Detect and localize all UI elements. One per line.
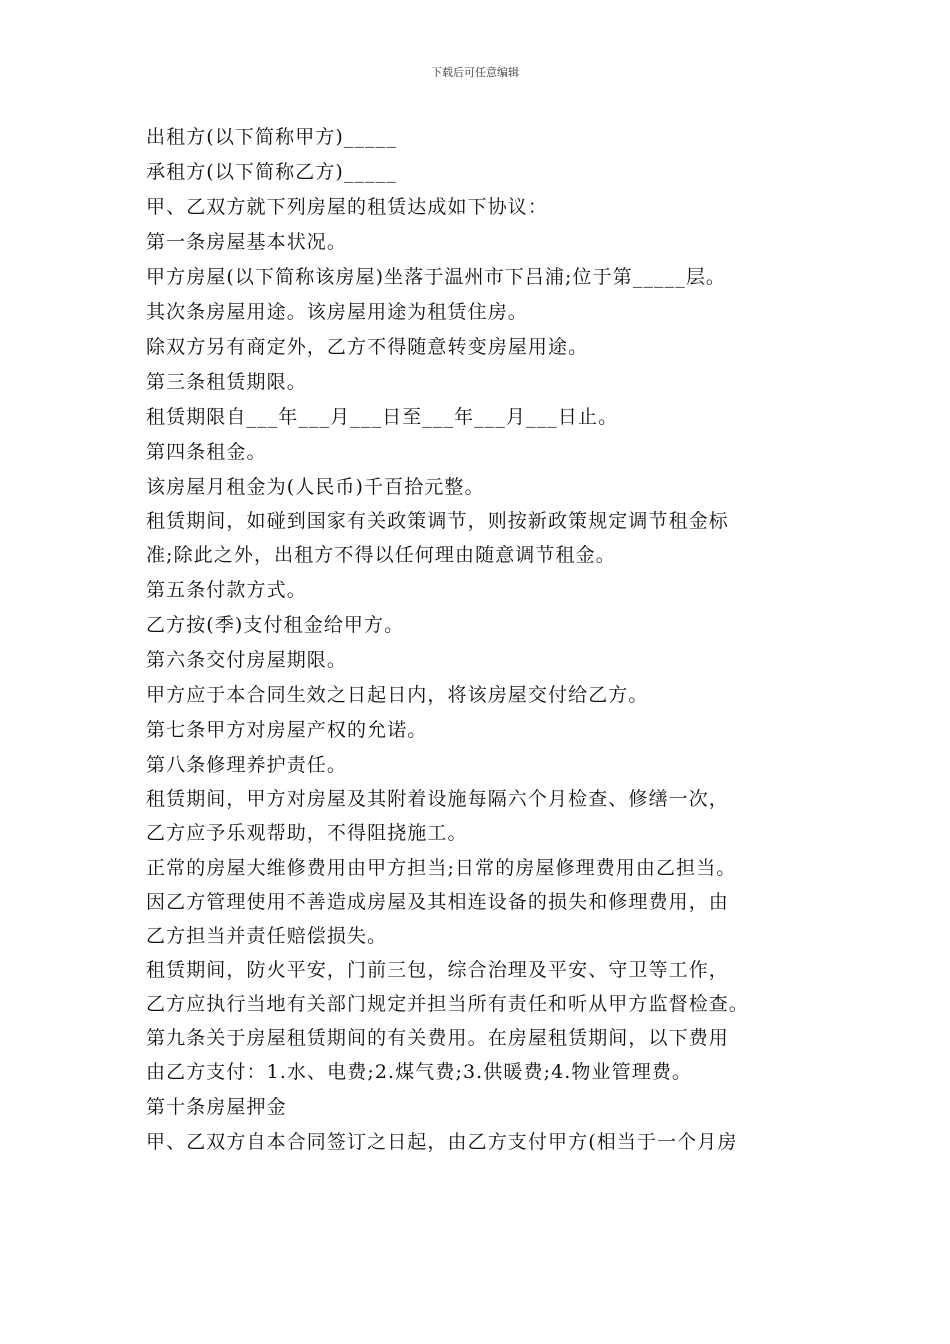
text-line: 甲、乙双方就下列房屋的租赁达成如下协议： xyxy=(146,196,549,218)
text-line: 乙方应予乐观帮助，不得阻挠施工。 xyxy=(146,822,468,844)
text-line: 第八条修理养护责任。 xyxy=(146,754,348,776)
page-header: 下载后可任意编辑 xyxy=(431,66,519,79)
text-line: 第五条付款方式。 xyxy=(146,579,307,601)
text-line: 第三条租赁期限。 xyxy=(146,371,307,393)
text-line: 正常的房屋大维修费用由甲方担当;日常的房屋修理费用由乙担当。 xyxy=(146,857,737,879)
text-line: 出租方(以下简称甲方)_____ xyxy=(146,126,397,148)
text-line: 由乙方支付：1.水、电费;2.煤气费;3.供暖费;4.物业管理费。 xyxy=(146,1061,693,1083)
text-line: 租赁期间，甲方对房屋及其附着设施每隔六个月检查、修缮一次， xyxy=(146,788,729,810)
text-line: 准;除此之外，出租方不得以任何理由随意调节租金。 xyxy=(146,544,616,566)
text-line: 除双方另有商定外，乙方不得随意转变房屋用途。 xyxy=(146,336,589,358)
text-line: 第一条房屋基本状况。 xyxy=(146,231,348,253)
text-line: 第十条房屋押金 xyxy=(146,1096,287,1118)
text-line: 甲方应于本合同生效之日起日内，将该房屋交付给乙方。 xyxy=(146,684,649,706)
text-line: 租赁期限自___年___月___日至___年___月___日止。 xyxy=(146,406,619,428)
text-line: 甲、乙双方自本合同签订之日起，由乙方支付甲方(相当于一个月房 xyxy=(146,1131,738,1153)
document-body xyxy=(146,120,818,1160)
text-line: 第九条关于房屋租赁期间的有关费用。在房屋租赁期间，以下费用 xyxy=(146,1027,729,1049)
text-line: 因乙方管理使用不善造成房屋及其相连设备的损失和修理费用，由 xyxy=(146,891,729,913)
text-line: 第四条租金。 xyxy=(146,441,267,463)
text-line: 第六条交付房屋期限。 xyxy=(146,649,348,671)
text-line: 该房屋月租金为(人民币)千百拾元整。 xyxy=(146,476,485,498)
text-line: 承租方(以下简称乙方)_____ xyxy=(146,161,397,183)
text-line: 乙方按(季)支付租金给甲方。 xyxy=(146,614,405,636)
text-line: 租赁期间，防火平安，门前三包，综合治理及平安、守卫等工作， xyxy=(146,959,729,981)
text-line: 租赁期间，如碰到国家有关政策调节，则按新政策规定调节租金标 xyxy=(146,510,729,532)
text-line: 第七条甲方对房屋产权的允诺。 xyxy=(146,719,428,741)
text-line: 其次条房屋用途。该房屋用途为租赁住房。 xyxy=(146,301,528,323)
text-line: 乙方担当并责任赔偿损失。 xyxy=(146,925,388,947)
text-line: 乙方应执行当地有关部门规定并担当所有责任和听从甲方监督检查。 xyxy=(146,993,750,1015)
text-line: 甲方房屋(以下简称该房屋)坐落于温州市下吕浦;位于第_____层。 xyxy=(146,266,727,288)
